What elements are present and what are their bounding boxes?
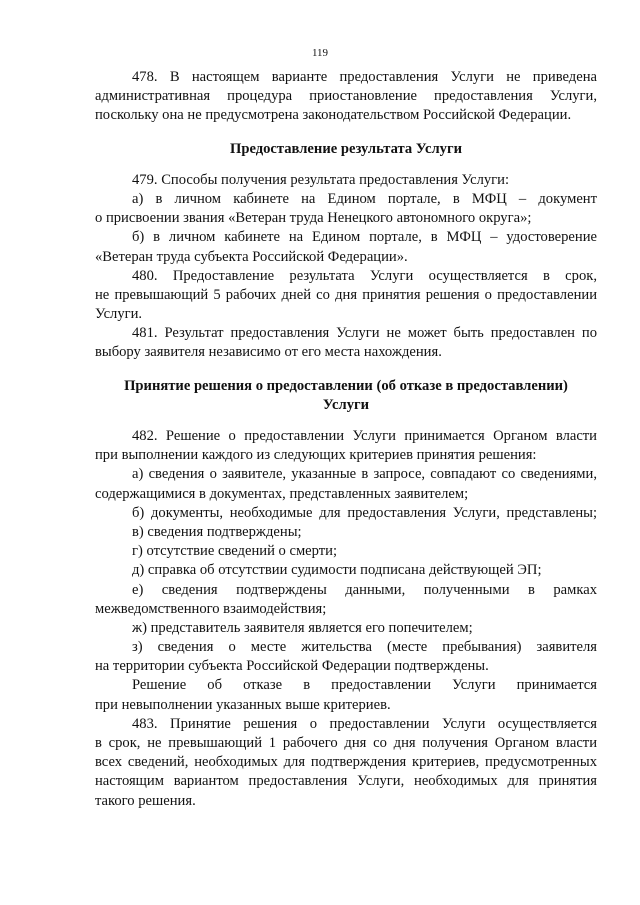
paragraph-line: 483. Принятие решения о предоставлении Услуги осуществляется (132, 715, 597, 732)
paragraph-line: б) в личном кабинете на Едином портале, в МФЦ – удостоверение (132, 229, 597, 246)
section-heading-result: Предоставление результата Услуги (230, 140, 462, 157)
paragraph-line: ж) представитель заявителя является его попечителем; (132, 619, 473, 636)
paragraph-478 (95, 68, 597, 126)
paragraph-line: 479. Способы получения результата предоставления Услуги: (132, 171, 510, 188)
paragraph-line: на территории субъекта Российской Федерации подтверждены. (95, 658, 489, 675)
paragraph-line: при выполнении каждого из следующих критериев принятия решения: (95, 447, 537, 464)
paragraph-line: такого решения. (95, 792, 196, 809)
paragraph-line: б) документы, необходимые для предоставления Услуги, представлены; (132, 504, 597, 521)
paragraph-line: 480. Предоставление результата Услуги осуществляется в срок, (132, 267, 597, 284)
paragraph-line: г) отсутствие сведений о смерти; (132, 543, 338, 560)
paragraph-line: 478. В настоящем варианте предоставления Услуги не приведена (132, 69, 597, 85)
paragraph-481 (95, 324, 597, 362)
paragraph-line: д) справка об отсутствии судимости подписана действующей ЭП; (132, 562, 542, 579)
paragraph-line: всех сведений, необходимых для подтверждения критериев, предусмотренных (95, 754, 597, 771)
paragraph-line: при невыполнении указанных выше критериев. (95, 696, 391, 713)
paragraph-line: не превышающий 5 рабочих дней со дня принятия решения о предоставлении (95, 286, 597, 303)
paragraph-line: выбору заявителя независимо от его места нахождения. (95, 344, 442, 361)
paragraph-line: а) сведения о заявителе, указанные в запросе, совпадают со сведениями, (132, 466, 597, 483)
document-body (95, 68, 597, 811)
paragraph-line: з) сведения о месте жительства (месте пребывания) заявителя (132, 639, 597, 656)
paragraph-line: 481. Результат предоставления Услуги не может быть предоставлен по (132, 325, 597, 342)
paragraph-line: о присвоении звания «Ветеран труда Ненецкого автономного округа»; (95, 210, 532, 227)
paragraph-line: Решение об отказе в предоставлении Услуги принимается (132, 677, 597, 694)
paragraph-line: в) сведения подтверждены; (132, 523, 302, 540)
paragraph-line: поскольку она не предусмотрена законодательством Российской Федерации. (95, 107, 572, 124)
paragraph-479 (95, 171, 597, 267)
paragraph-480 (95, 267, 597, 325)
paragraph-line: а) в личном кабинете на Едином портале, в МФЦ – документ (132, 190, 597, 207)
paragraph-line: содержащимися в документах, представленных заявителем; (95, 485, 469, 502)
paragraph-483 (95, 715, 597, 811)
paragraph-line: Услуги. (95, 306, 143, 323)
paragraph-line: межведомственного взаимодействия; (95, 600, 327, 617)
page-number: 119 (311, 47, 329, 59)
section-heading-decision-cont: Услуги (322, 396, 370, 413)
paragraph-line: настоящим вариантом предоставления Услуги, необходимых для принятия (95, 773, 597, 790)
section-heading-decision: Принятие решения о предоставлении (об отказе в предоставлении) (124, 377, 568, 394)
paragraph-482 (95, 427, 597, 715)
paragraph-line: е) сведения подтверждены данными, полученными в рамках (132, 581, 597, 598)
paragraph-line: «Ветеран труда субъекта Российской Федерации». (95, 248, 408, 265)
paragraph-line: административная процедура приостановление предоставления Услуги, (95, 88, 597, 105)
paragraph-line: 482. Решение о предоставлении Услуги принимается Органом власти (132, 428, 597, 444)
paragraph-line: в срок, не превышающий 1 рабочего дня со дня получения Органом власти (95, 735, 597, 751)
